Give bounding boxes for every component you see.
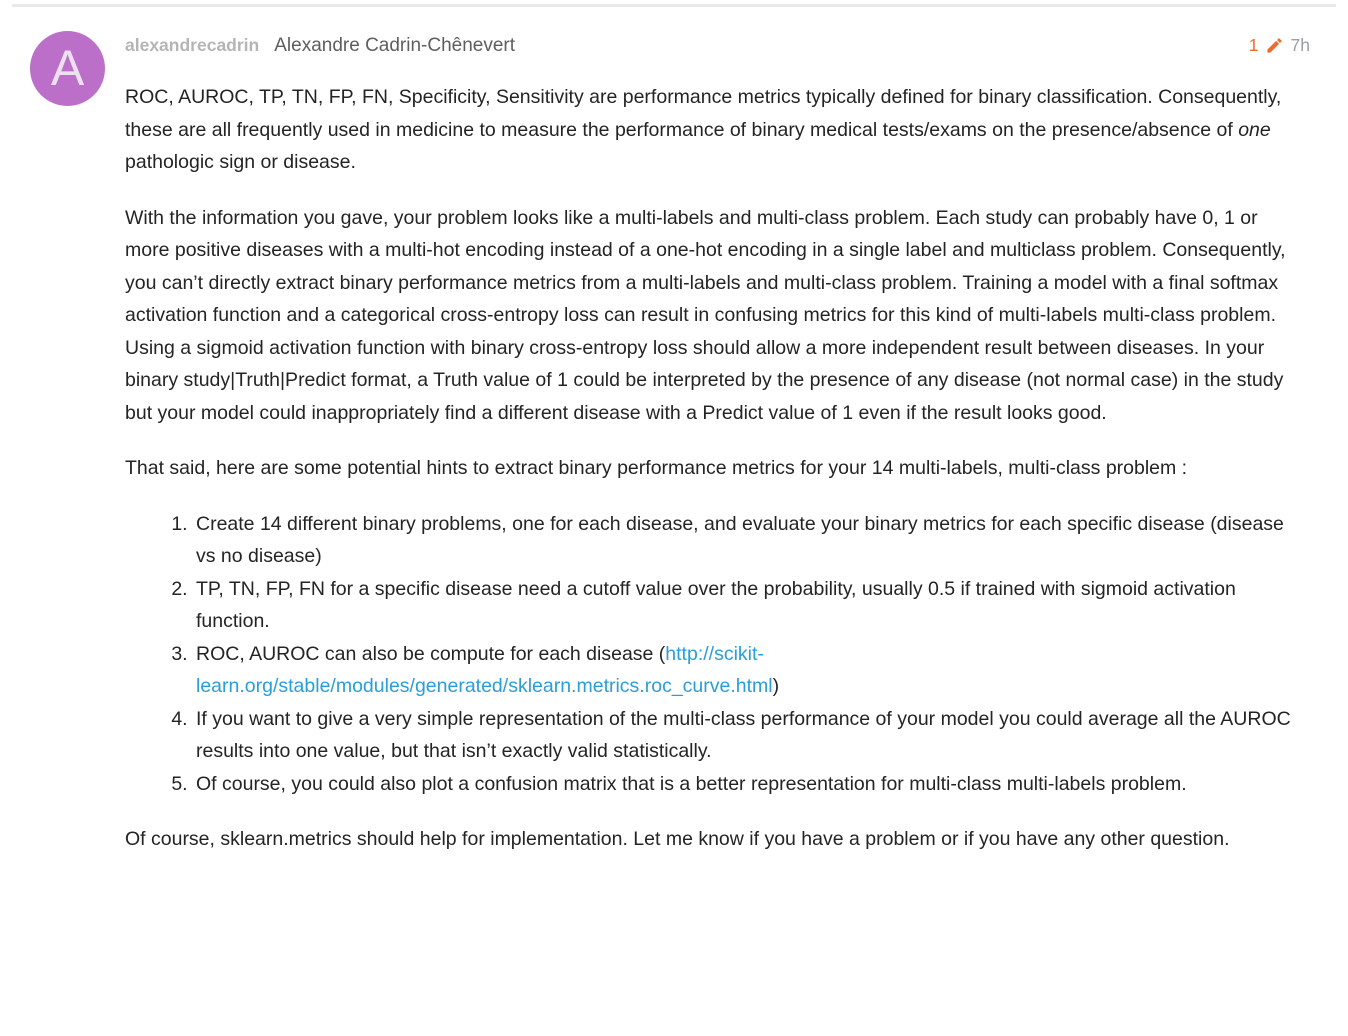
list-item: 5. Of course, you could also plot a confusion matrix that is a better representation for multi-class multi-labels problem. (193, 768, 1295, 801)
timestamp: 7h (1290, 35, 1310, 55)
pencil-icon[interactable] (1265, 36, 1284, 55)
post-header (125, 28, 1310, 57)
list-item: 4. If you want to give a very simple representation of the multi-class performance of your model you could average all the AUROC results into one value, but that isn’t exactly valid statistically. (193, 703, 1295, 768)
paragraph-hints-lead: That said, here are some potential hints to extract binary performance metrics for your 14 multi-labels, multi-class problem : (125, 457, 1188, 479)
username[interactable]: alexandrecadrin (125, 35, 260, 55)
list-item-text-end: ) (772, 675, 780, 697)
scikit-learn-roc-curve-link[interactable]: http://scikit-learn.org/stable/modules/generated/sklearn.metrics.roc_curve.html (196, 642, 773, 697)
post-body (125, 81, 1295, 856)
list-item: 1. Create 14 different binary problems, one for each disease, and evaluate your binary metrics for each specific disease (disease vs no disease) (193, 508, 1295, 573)
post-main (125, 28, 1310, 856)
list-item (193, 638, 1295, 703)
paragraph-intro-text: ROC, AUROC, TP, TN, FP, FN, Specificity, Sensitivity are performance metrics typically defined for binary classification. Consequently, these are all frequently used in medicine to measure the performance of binary medical tests/exams on the presence/absence of (125, 86, 1282, 141)
paragraph-intro-text-end: pathologic sign or disease. (125, 151, 356, 173)
post-header-meta (1249, 35, 1310, 56)
paragraph-intro (125, 81, 1295, 179)
full-name[interactable]: Alexandre Cadrin-Chênevert (274, 35, 516, 56)
hints-list (125, 508, 1295, 801)
paragraph-analysis: With the information you gave, your problem looks like a multi-labels and multi-class problem. Each study can probably have 0, 1 or more positive diseases with a multi-hot encoding instead of a one-hot encoding in a single label and multiclass problem. Consequently, you can’t directly extract binary performance metrics from a multi-labels and multi-class problem. Training a model with a final softmax activation function and a categorical cross-entropy loss can result in confusing metrics for this kind of multi-labels multi-class problem. Using a sigmoid activation function with binary cross-entropy loss should allow a more independent result between diseases. In your binary study|Truth|Predict format, a Truth value of 1 could be interpreted by the presence of any disease (not normal case) in the study but your model could inappropriately find a different disease with a Predict value of 1 even if the result looks good. (125, 206, 1286, 424)
avatar[interactable]: A (30, 31, 105, 106)
list-item-text: ROC, AUROC can also be compute for each disease ( (196, 642, 666, 665)
list-item: 2. TP, TN, FP, FN for a specific disease need a cutoff value over the probability, usually 0.5 if trained with sigmoid activation function. (193, 573, 1295, 638)
forum-post (0, 7, 1348, 856)
italic-word: one (1238, 118, 1271, 141)
paragraph-closing: Of course, sklearn.metrics should help for implementation. Let me know if you have a problem or if you have any other question. (125, 828, 1230, 850)
edit-count[interactable]: 1 (1248, 35, 1259, 55)
